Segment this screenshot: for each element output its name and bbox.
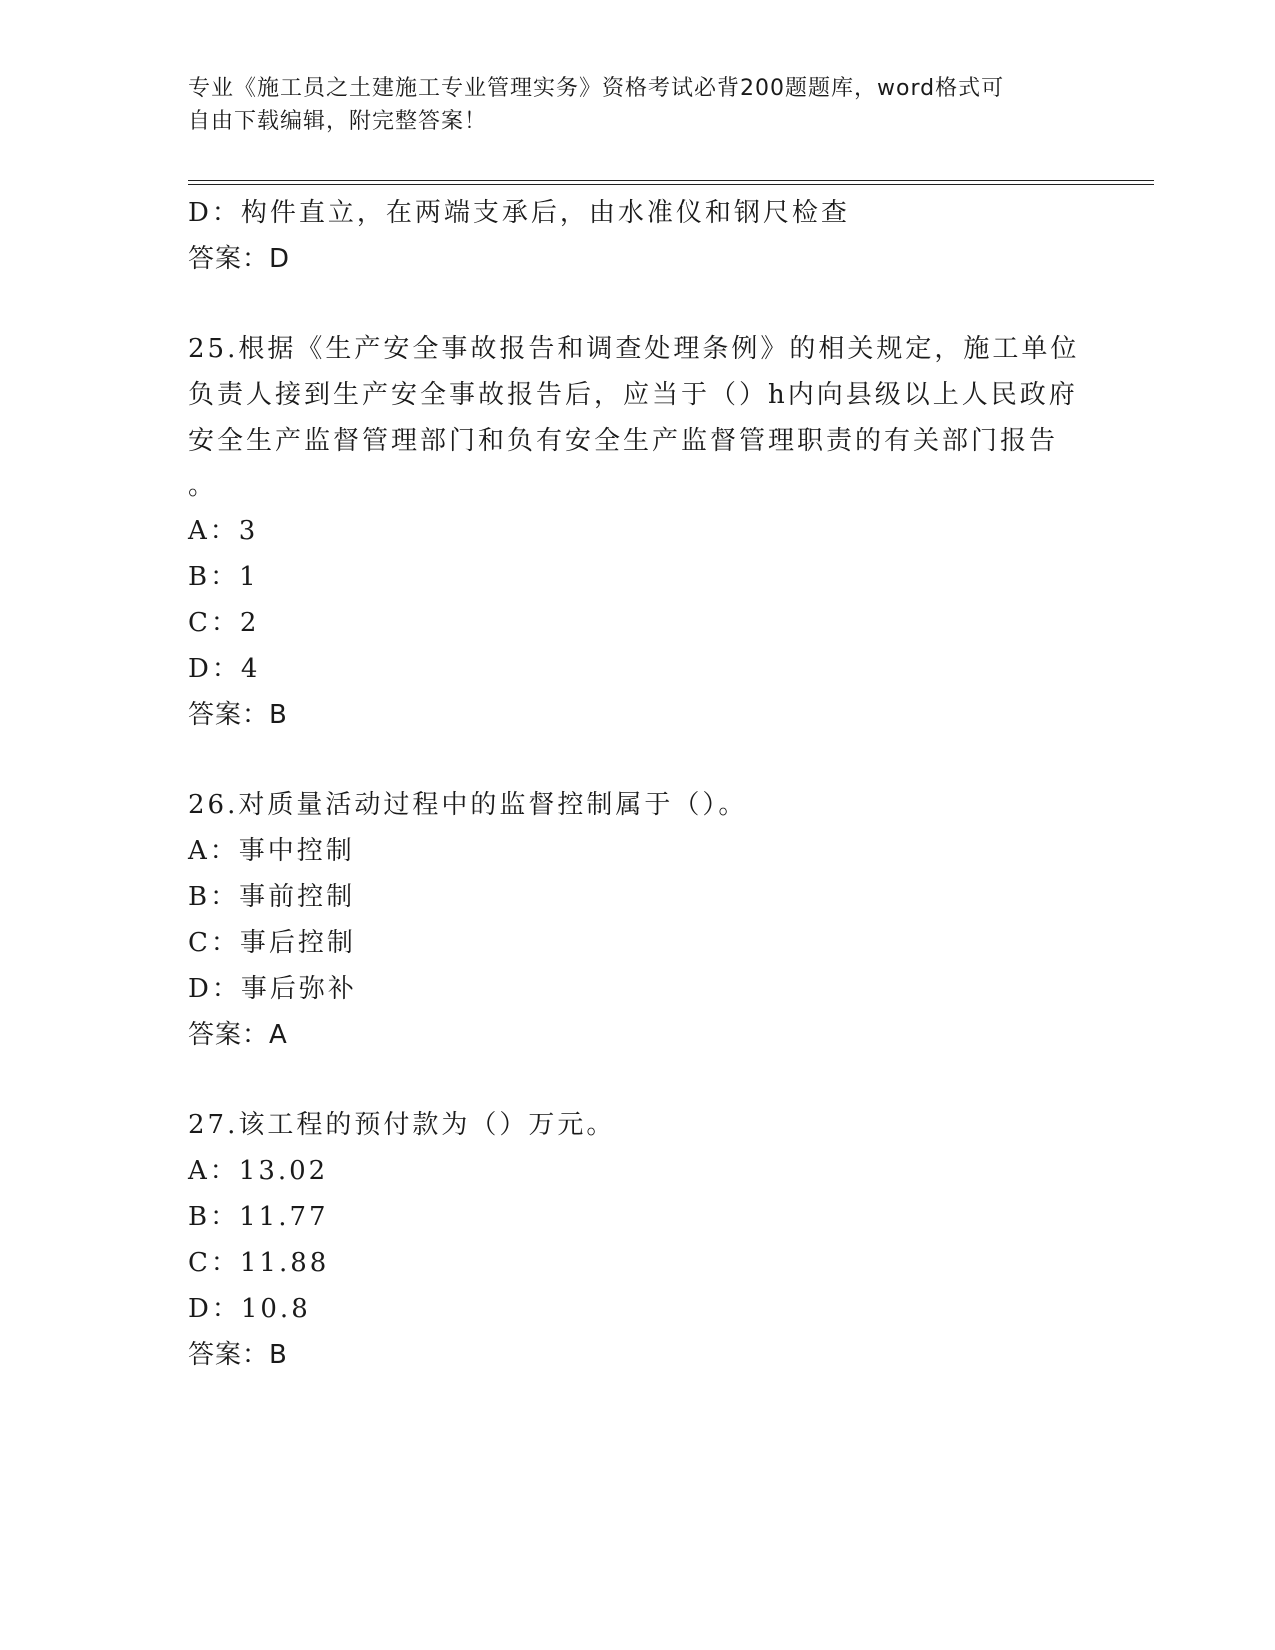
option-a: A：3 — [188, 516, 259, 546]
option-b: B：事前控制 — [188, 882, 356, 912]
answer-line: 答案：B — [188, 700, 288, 730]
question-stem-line: 安全生产监督管理部门和负有安全生产监督管理职责的有关部门报告 — [188, 426, 1059, 456]
option-d: D：构件直立，在两端支承后，由水准仪和钢尺检查 — [188, 198, 850, 228]
answer-line: 答案：D — [188, 244, 291, 274]
option-c: C：事后控制 — [188, 928, 356, 958]
answer-line: 答案：A — [188, 1020, 288, 1050]
answer-line: 答案：B — [188, 1340, 288, 1370]
option-d: D：10.8 — [188, 1294, 311, 1324]
option-d: D：事后弥补 — [188, 974, 357, 1004]
option-a: A：13.02 — [188, 1156, 329, 1186]
question-stem-line: 。 — [188, 471, 215, 501]
document-body — [188, 190, 1088, 1378]
option-a: A：事中控制 — [188, 836, 355, 866]
header-line-1: 专业《施工员之土建施工专业管理实务》资格考试必背200题题库，word格式可 — [188, 76, 1005, 101]
option-c: C：2 — [188, 608, 260, 638]
document-header — [188, 72, 1088, 138]
header-divider-bottom — [188, 184, 1154, 185]
question-27 — [188, 1102, 1088, 1378]
question-stem-line: 26.对质量活动过程中的监督控制属于（）。 — [188, 790, 748, 820]
header-divider-top — [188, 180, 1154, 181]
option-b: B：1 — [188, 562, 259, 592]
question-25 — [188, 326, 1088, 738]
question-stem-line: 25.根据《生产安全事故报告和调查处理条例》的相关规定，施工单位 — [188, 334, 1080, 364]
option-b: B：11.77 — [188, 1202, 329, 1232]
question-stem-line: 27.该工程的预付款为（）万元。 — [188, 1110, 616, 1140]
header-line-2: 自由下载编辑，附完整答案！ — [188, 109, 488, 134]
question-26 — [188, 782, 1088, 1058]
option-d: D：4 — [188, 654, 261, 684]
question-stem-line: 负责人接到生产安全事故报告后，应当于（）h内向县级以上人民政府 — [188, 380, 1078, 410]
option-c: C：11.88 — [188, 1248, 330, 1278]
